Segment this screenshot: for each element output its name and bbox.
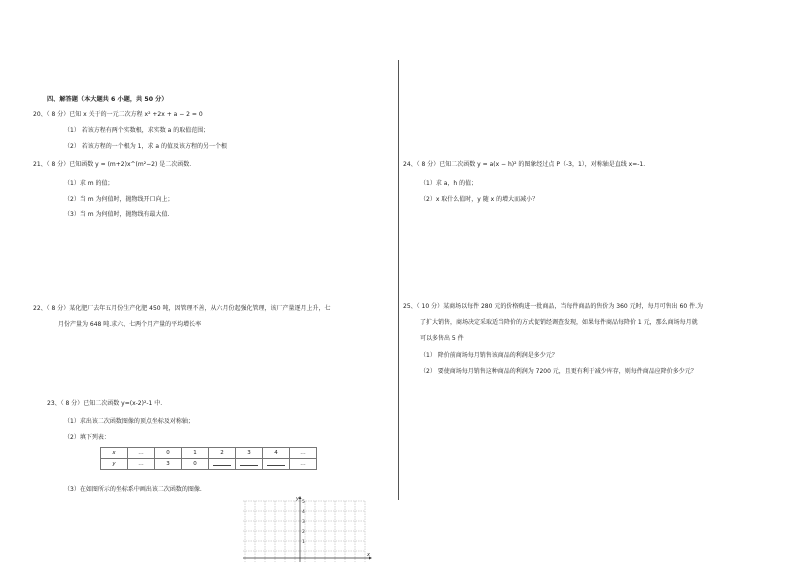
answer-blank[interactable] bbox=[209, 459, 236, 470]
table-cell: 2 bbox=[209, 448, 236, 459]
table-row bbox=[101, 448, 317, 459]
blank-line bbox=[267, 460, 285, 466]
q23-part2: （2）填下列表： bbox=[64, 434, 110, 441]
q25-part1: （1） 降价前商场每月销售该商品的利润是多少元？ bbox=[420, 352, 558, 359]
q24-part1: （1）求 a，h 的值； bbox=[420, 180, 478, 187]
table-cell: … bbox=[128, 459, 155, 470]
y-tick-label: 3 bbox=[302, 520, 305, 525]
q23-stem: 23、（ 8 分）已知二次函数 y=(x-2)²-1 中. bbox=[47, 400, 163, 407]
y-tick-label: 4 bbox=[302, 510, 305, 515]
q25-line1: 25、（ 10 分）某商场以每件 280 元的价格购进一批商品，当每件商品的售价为 360 元时，每月可售出 60 件.为 bbox=[403, 303, 703, 310]
table-cell: … bbox=[128, 448, 155, 459]
table-cell: x bbox=[101, 448, 128, 459]
x-axis-label: x bbox=[367, 552, 370, 558]
q21-part2: （2）当 m 为何值时，抛物线开口向上； bbox=[64, 196, 174, 203]
q24-stem: 24、（ 8 分）已知二次函数 y = a(x − h)² 的图象经过点 P（-3，1），对称轴是直线 x=-1. bbox=[403, 161, 646, 168]
q21-part1: （1）求 m 的值； bbox=[64, 180, 114, 187]
table-cell: 3 bbox=[155, 459, 182, 470]
q22-line1: 22、（ 8 分）某化肥厂去年五月份生产化肥 450 吨，因管理不善，从六月份起强化管理，该厂产量逐月上升，七 bbox=[33, 305, 331, 312]
table-cell: 3 bbox=[236, 448, 263, 459]
table-cell: … bbox=[290, 448, 317, 459]
q23-part3: （3）在如图所示的坐标系中画出该二次函数的图像. bbox=[64, 486, 202, 493]
q21-stem: 21、（ 8 分）已知函数 y = (m+2)x^(m²−2) 是二次函数. bbox=[33, 161, 192, 168]
section-header: 四、解答题（本大题共 6 小题，共 50 分） bbox=[47, 96, 168, 103]
q20-part1: （1） 若该方程有两个实数根，求实数 a 的取值范围； bbox=[64, 127, 210, 134]
table-cell: y bbox=[101, 459, 128, 470]
q23-value-table bbox=[100, 447, 317, 470]
q25-line3: 可以多售出 5 件 bbox=[420, 335, 464, 342]
q21-part3: （3）当 m 为何值时，抛物线有最大值. bbox=[64, 211, 170, 218]
y-tick-label: 2 bbox=[302, 530, 305, 535]
answer-blank[interactable] bbox=[236, 459, 263, 470]
table-row bbox=[101, 459, 317, 470]
column-divider bbox=[398, 60, 399, 500]
table-cell: 1 bbox=[182, 448, 209, 459]
q24-part2: （2）x 取什么值时，y 随 x 的增大而减小？ bbox=[420, 196, 539, 203]
q25-part2: （2） 要使商场每月销售这种商品的利润为 7200 元，且更有利于减少库存，则每件商品应降价多少元？ bbox=[420, 368, 697, 375]
coordinate-grid bbox=[243, 496, 373, 562]
q20-part2: （2） 若该方程的一个根为 1，求 a 的值及该方程的另一个根 bbox=[64, 143, 227, 150]
table-cell: 0 bbox=[182, 459, 209, 470]
q25-line2: 了扩大销售，商场决定采取适当降价的方式促销经调查发现，如果每件商品每降价 1 元，那么商场每月就 bbox=[420, 319, 698, 326]
blank-line bbox=[213, 460, 231, 466]
q22-line2: 月份产量为 648 吨.求六、七两个月产量的平均增长率 bbox=[58, 321, 202, 328]
y-axis-label: y bbox=[296, 496, 299, 502]
q23-part1: （1）求出该二次函数图像的顶点坐标及对称轴； bbox=[64, 418, 194, 425]
y-tick-label: 1 bbox=[302, 540, 305, 545]
q20-stem: 20、（ 8 分）已知 x 关于的一元二次方程 x² +2x + a − 2 = 0 bbox=[33, 111, 203, 118]
table-cell: … bbox=[290, 459, 317, 470]
table-cell: 0 bbox=[155, 448, 182, 459]
answer-blank[interactable] bbox=[263, 459, 290, 470]
blank-line bbox=[240, 460, 258, 466]
table-cell: 4 bbox=[263, 448, 290, 459]
y-tick-label: 5 bbox=[302, 500, 305, 505]
